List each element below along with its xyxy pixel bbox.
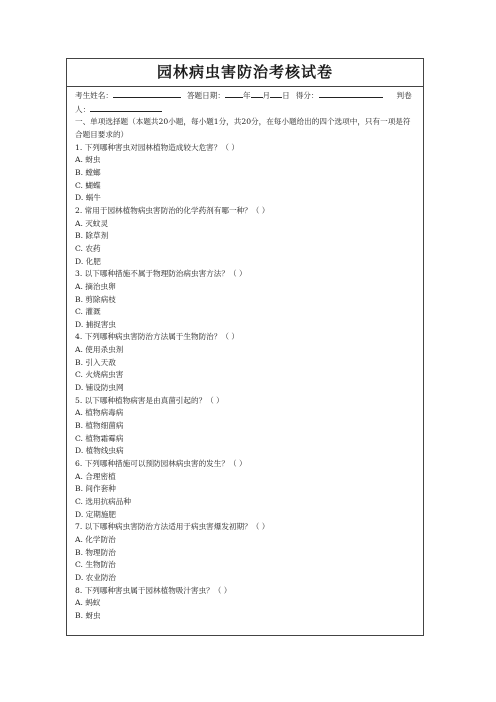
answer-option[interactable]: A. 使用杀虫剂 [75, 345, 124, 355]
question-list [75, 142, 415, 623]
answer-option[interactable]: B. 植物细菌病 [75, 421, 124, 431]
answer-option[interactable]: B. 蚜虫 [75, 610, 101, 620]
day-field[interactable] [270, 89, 282, 98]
judge-field[interactable] [90, 103, 162, 112]
month-label: 月 [262, 91, 271, 100]
answer-option[interactable]: A. 植物病毒病 [75, 408, 124, 418]
answer-option[interactable]: B. 物理防治 [75, 547, 116, 557]
question-text: 8. 下列哪种害虫属于园林植物吸汁害虫？（ ） [75, 585, 232, 595]
year-label: 年 [242, 91, 251, 100]
question-text: 1. 下列哪种害虫对园林植物造成较大危害？（ ） [75, 142, 239, 152]
answer-option[interactable]: D. 捕捉害虫 [75, 319, 117, 329]
month-field[interactable] [251, 89, 263, 98]
answer-option[interactable]: D. 农业防治 [75, 572, 117, 582]
name-label: 考生姓名： [75, 91, 113, 100]
answer-option[interactable]: D. 蜗牛 [75, 193, 101, 203]
answer-option[interactable]: C. 生物防治 [75, 560, 116, 570]
answer-option[interactable]: A. 摘治虫卵 [75, 281, 116, 291]
exam-content [67, 87, 423, 623]
answer-option[interactable]: B. 引入天敌 [75, 357, 116, 367]
answer-option[interactable]: D. 化肥 [75, 256, 101, 266]
answer-option[interactable]: B. 螳螂 [75, 167, 101, 177]
answer-option[interactable]: C. 火烧病虫害 [75, 370, 124, 380]
answer-option[interactable]: D. 铺设防虫网 [75, 383, 124, 393]
day-label: 日 [282, 91, 290, 100]
answer-option[interactable]: C. 蝴蝶 [75, 180, 101, 190]
answer-option[interactable]: D. 定期施肥 [75, 509, 117, 519]
score-field[interactable] [319, 89, 383, 98]
answer-option[interactable]: D. 植物线虫病 [75, 446, 124, 456]
answer-option[interactable]: A. 合理密植 [75, 471, 116, 481]
answer-option[interactable]: A. 化学防治 [75, 534, 116, 544]
exam-title: 园林病虫害防治考核试卷 [67, 59, 423, 87]
question-text: 2. 常用于园林植物病虫害防治的化学药剂有哪一种？（ ） [75, 205, 270, 215]
judge-label-2: 人： [75, 104, 91, 114]
date-label: 答题日期： [186, 91, 225, 100]
score-label: 得分： [295, 91, 319, 100]
answer-option[interactable]: A. 蚜虫 [75, 155, 101, 165]
question-text: 7. 以下哪种病虫害防治方法适用于病虫害爆发初期？（ ） [75, 522, 270, 532]
answer-option[interactable]: A. 灭蚊灵 [75, 218, 109, 228]
year-field[interactable] [225, 89, 243, 98]
answer-option[interactable]: B. 剪除病枝 [75, 294, 116, 304]
answer-option[interactable]: B. 除草剂 [75, 231, 109, 241]
judge-line [75, 103, 415, 117]
answer-option[interactable]: C. 选用抗病品种 [75, 497, 131, 506]
question-text: 3. 以下哪种措施不属于物理防治病虫害方法？（ ） [75, 269, 247, 279]
exam-header-line [75, 89, 415, 103]
exam-page [66, 58, 424, 636]
name-field[interactable] [113, 89, 181, 98]
question-text: 5. 以下哪种植物病害是由真菌引起的？（ ） [75, 395, 224, 405]
question-text: 6. 下列哪种措施可以预防园林病虫害的发生？（ ） [75, 459, 247, 469]
judge-label: 判卷 [396, 91, 412, 100]
section-heading: 一、单项选择题（本题共20小题，每小题1分，共20分，在每小题给出的四个选项中，只有一项是符合题目要求的） [75, 117, 411, 139]
answer-option[interactable]: B. 间作套种 [75, 484, 116, 494]
answer-option[interactable]: C. 灌溉 [75, 307, 101, 317]
question-text: 4. 下列哪种病虫害防治方法属于生物防治？（ ） [75, 332, 239, 342]
answer-option[interactable]: C. 植物霜霉病 [75, 433, 124, 443]
answer-option[interactable]: A. 蚂蚁 [75, 598, 101, 608]
answer-option[interactable]: C. 农药 [75, 243, 101, 253]
